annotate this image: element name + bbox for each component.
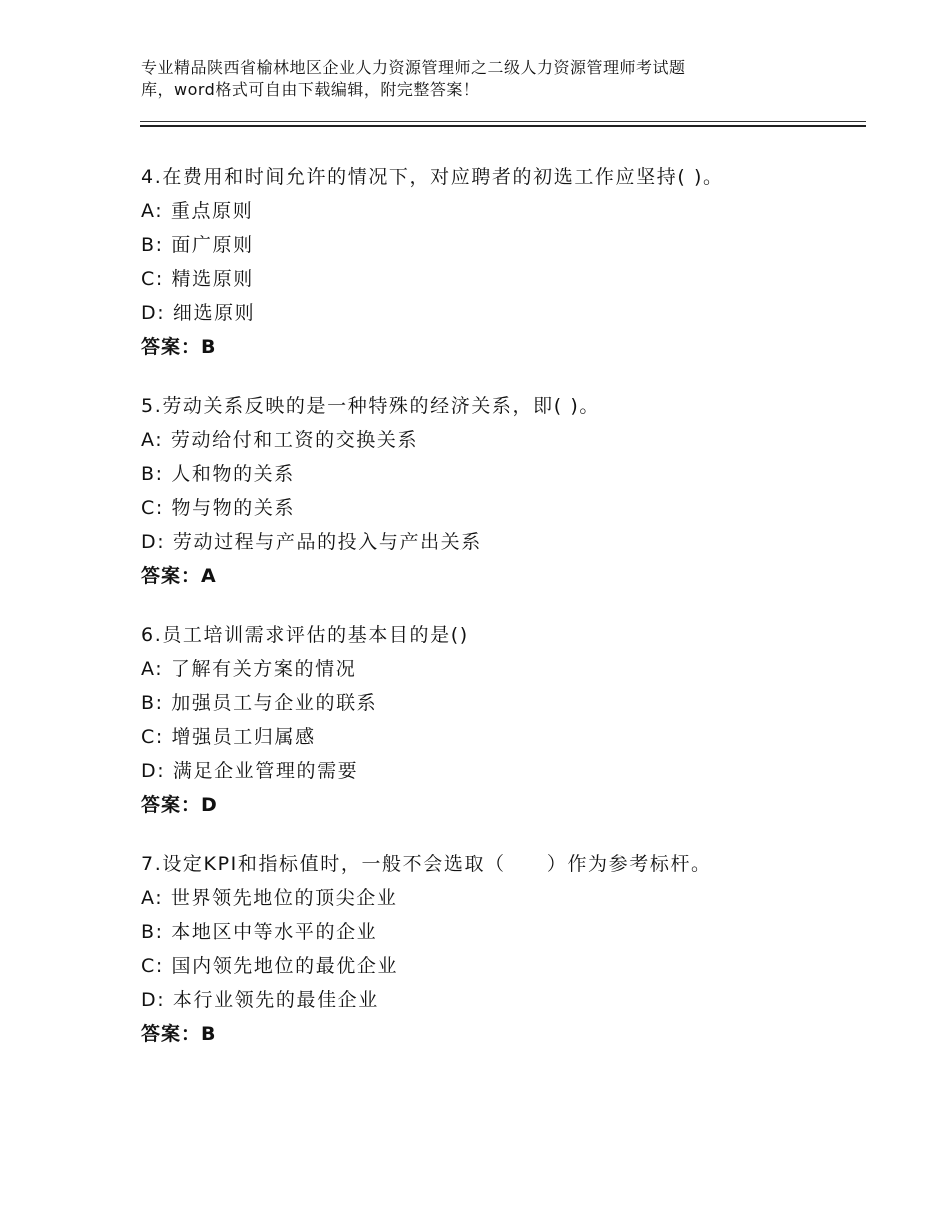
header-divider-thin	[140, 121, 866, 122]
option-b: B: 面广原则	[141, 234, 254, 256]
option-c: C: 增强员工归属感	[141, 726, 316, 748]
option-a: A: 重点原则	[141, 200, 254, 222]
header-line-2: 库，word格式可自由下载编辑，附完整答案！	[141, 80, 480, 99]
answer-label: 答案：A	[141, 565, 217, 587]
option-a: A: 劳动给付和工资的交换关系	[141, 429, 419, 451]
answer-label: 答案：B	[141, 1023, 217, 1045]
option-a: A: 了解有关方案的情况	[141, 658, 357, 680]
option-c: C: 国内领先地位的最优企业	[141, 955, 399, 977]
option-c: C: 精选原则	[141, 268, 254, 290]
option-b: B: 加强员工与企业的联系	[141, 692, 378, 714]
answer-label: 答案：D	[141, 794, 218, 816]
question-stem: 7.设定KPI和指标值时，一般不会选取（ ）作为参考标杆。	[141, 853, 712, 875]
question-6	[141, 618, 861, 822]
option-b: B: 本地区中等水平的企业	[141, 921, 378, 943]
option-d: D: 劳动过程与产品的投入与产出关系	[141, 531, 482, 553]
question-stem: 6.员工培训需求评估的基本目的是()	[141, 624, 469, 646]
document-header	[141, 57, 841, 101]
question-7	[141, 847, 861, 1051]
option-d: D: 满足企业管理的需要	[141, 760, 359, 782]
question-stem: 5.劳动关系反映的是一种特殊的经济关系，即( )。	[141, 395, 600, 417]
option-d: D: 本行业领先的最佳企业	[141, 989, 379, 1011]
answer-label: 答案：B	[141, 336, 217, 358]
header-divider-thick	[140, 125, 866, 127]
option-b: B: 人和物的关系	[141, 463, 295, 485]
option-a: A: 世界领先地位的顶尖企业	[141, 887, 398, 909]
question-4	[141, 160, 861, 364]
option-d: D: 细选原则	[141, 302, 256, 324]
question-list	[141, 160, 861, 1076]
question-stem: 4.在费用和时间允许的情况下，对应聘者的初选工作应坚持( )。	[141, 166, 724, 188]
header-line-1: 专业精品陕西省榆林地区企业人力资源管理师之二级人力资源管理师考试题	[141, 58, 686, 77]
option-c: C: 物与物的关系	[141, 497, 296, 519]
question-5	[141, 389, 861, 593]
